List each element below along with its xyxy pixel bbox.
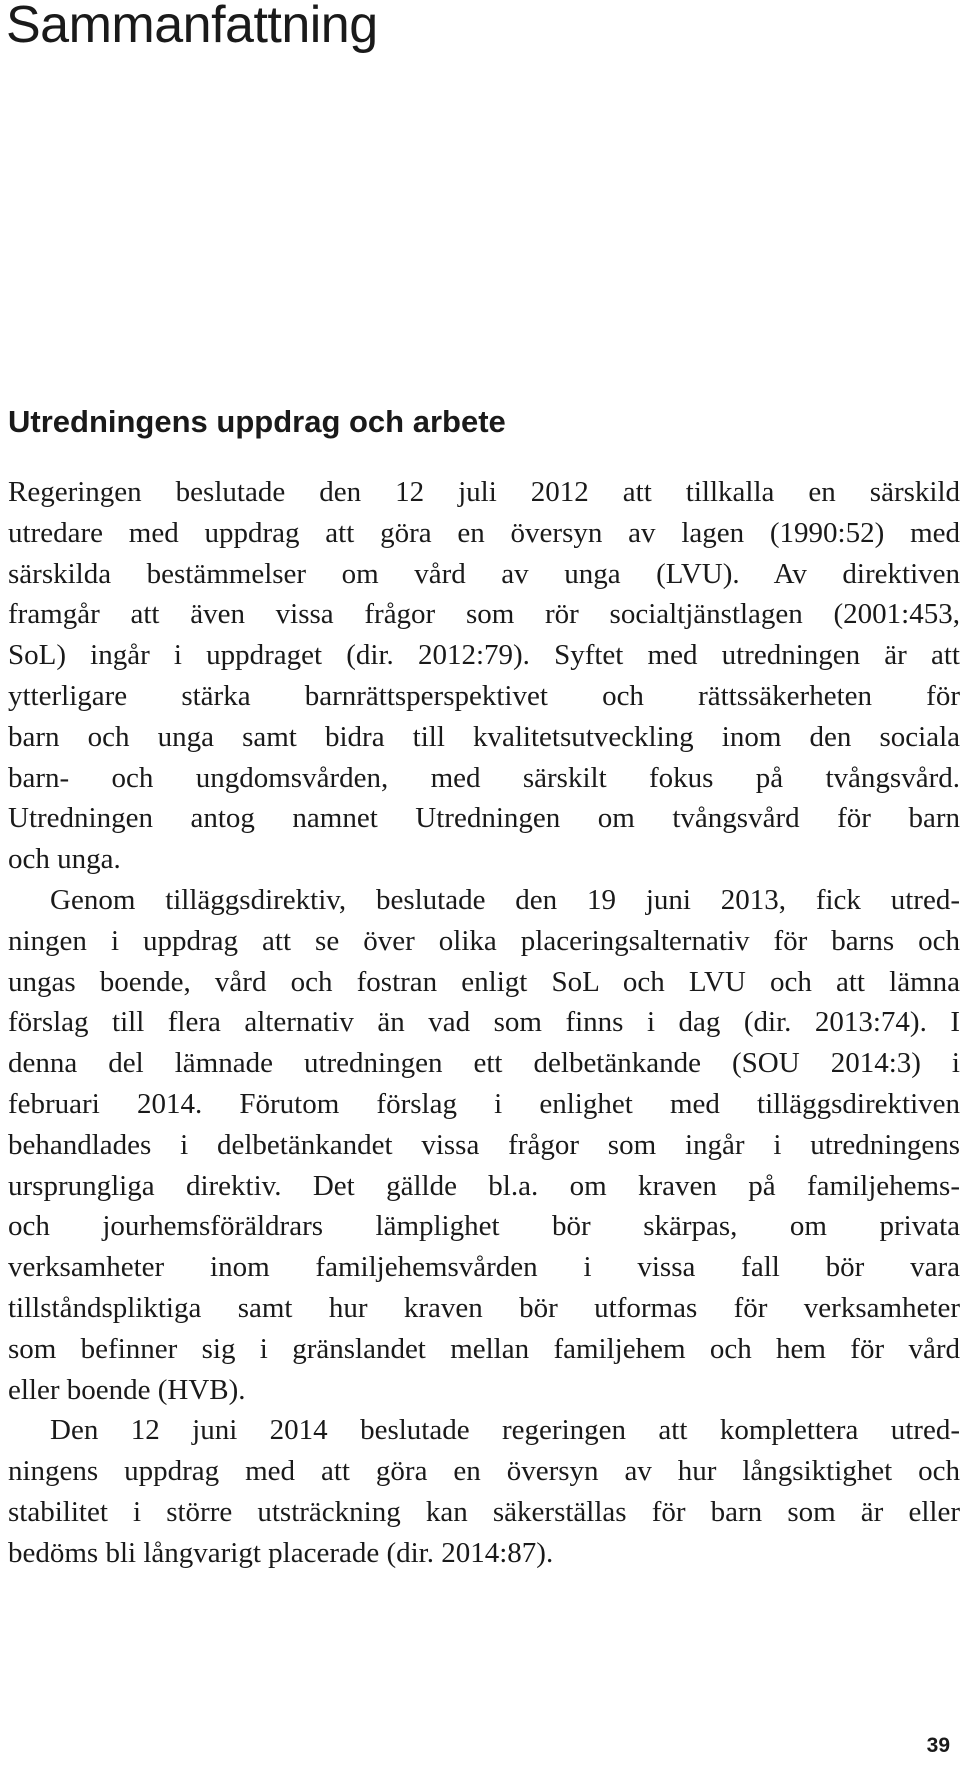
page-number: 39: [926, 1734, 950, 1757]
text-line: och unga.: [8, 843, 121, 876]
text-line: ningens uppdrag med att göra en översyn av hur långsiktighet och: [8, 1455, 960, 1488]
text-line: tillståndspliktiga samt hur kraven bör utformas för verksamheter: [8, 1291, 960, 1324]
text-line: och jourhemsföräldrars lämplighet bör skärpas, om privata: [8, 1210, 960, 1243]
text-line: som befinner sig i gränslandet mellan familjehem och hem för vård: [8, 1332, 960, 1365]
text-line: verksamheter inom familjehemsvården i vissa fall bör vara: [8, 1251, 960, 1284]
text-line: denna del lämnade utredningen ett delbetänkande (SOU 2014:3) i: [8, 1047, 960, 1080]
text-line: utredare med uppdrag att göra en översyn av lagen (1990:52) med: [8, 516, 960, 549]
text-line: förslag till flera alternativ än vad som finns i dag (dir. 2013:74). I: [8, 1006, 960, 1039]
paragraph: [8, 472, 960, 880]
text-line: barn- och ungdomsvården, med särskilt fokus på tvångsvård.: [8, 761, 960, 794]
text-line: ungas boende, vård och fostran enligt SoL och LVU och att lämna: [8, 965, 960, 998]
text-line: Utredningen antog namnet Utredningen om tvångsvård för barn: [8, 802, 960, 835]
text-line: stabilitet i större utsträckning kan säkerställas för barn som är eller: [8, 1495, 960, 1528]
text-line: ningen i uppdrag att se över olika placeringsalternativ för barns och: [8, 924, 960, 957]
text-line: Regeringen beslutade den 12 juli 2012 att tillkalla en särskild: [8, 476, 960, 508]
section-heading: Utredningens uppdrag och arbete: [8, 404, 506, 439]
text-line: framgår att även vissa frågor som rör socialtjänstlagen (2001:453,: [8, 598, 960, 631]
text-line: eller boende (HVB).: [8, 1373, 246, 1406]
text-line: februari 2014. Förutom förslag i enlighet med tilläggsdirektiven: [8, 1087, 960, 1120]
text-line: SoL) ingår i uppdraget (dir. 2012:79). Syftet med utredningen är att: [8, 639, 960, 672]
chapter-title: Sammanfattning: [6, 0, 378, 54]
text-line: Genom tilläggsdirektiv, beslutade den 19 juni 2013, fick utred-: [50, 883, 960, 916]
text-line: ytterligare stärka barnrättsperspektivet och rättssäkerheten för: [8, 679, 960, 712]
text-line: behandlades i delbetänkandet vissa frågor som ingår i utredningens: [8, 1128, 960, 1161]
text-line: barn och unga samt bidra till kvalitetsutveckling inom den sociala: [8, 720, 960, 753]
body-text: [8, 472, 960, 1574]
paragraph: [8, 880, 960, 1410]
paragraph: [8, 1410, 960, 1573]
text-line: bedöms bli långvarigt placerade (dir. 2014:87).: [8, 1536, 554, 1569]
text-line: Den 12 juni 2014 beslutade regeringen att komplettera utred-: [50, 1414, 960, 1447]
text-line: ursprungliga direktiv. Det gällde bl.a. om kraven på familjehems-: [8, 1169, 960, 1202]
text-line: särskilda bestämmelser om vård av unga (LVU). Av direktiven: [8, 557, 960, 590]
